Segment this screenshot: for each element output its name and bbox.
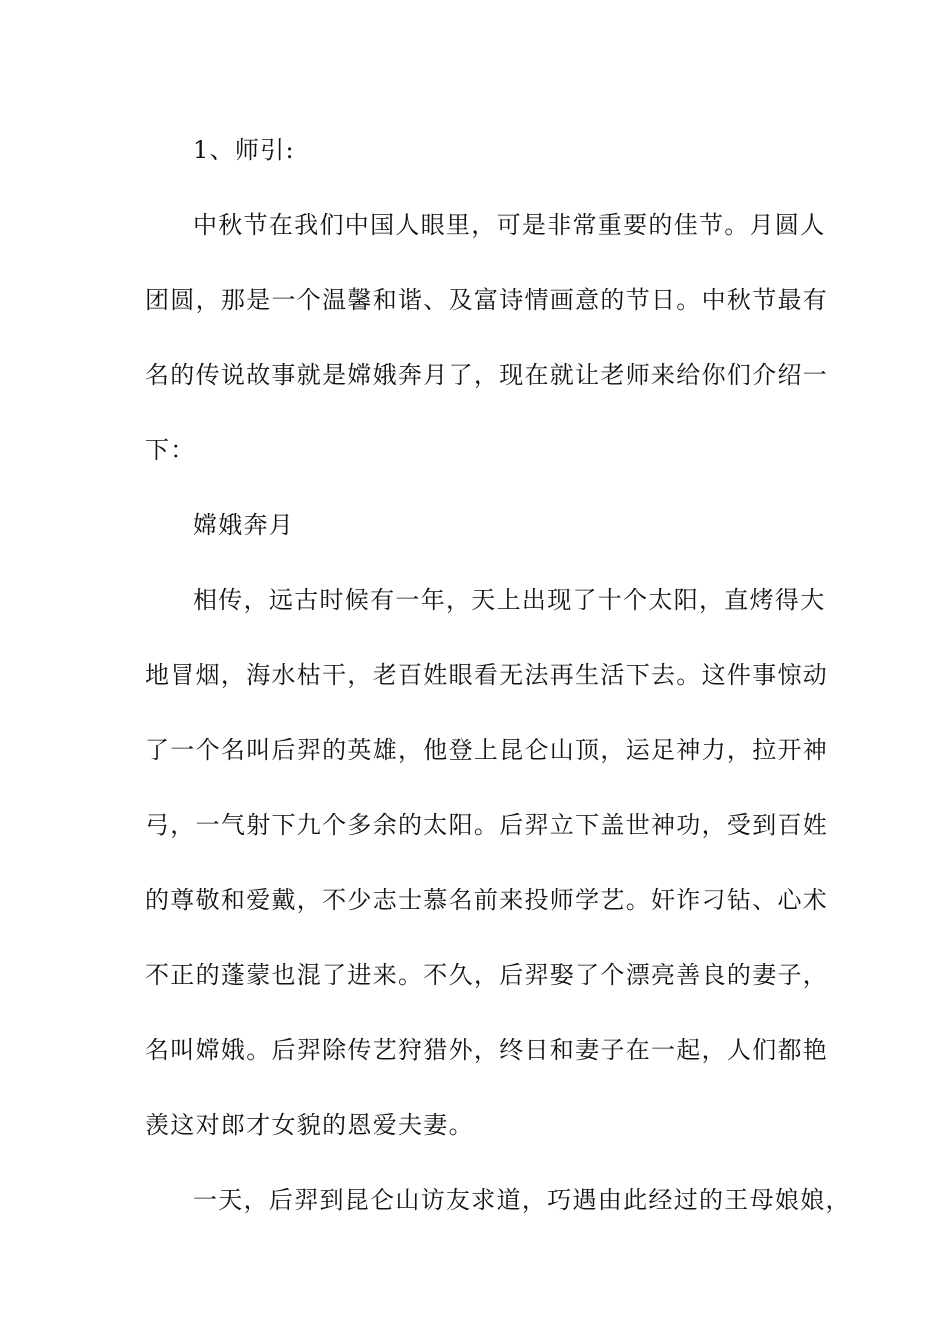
- paragraph-line: 相传，远古时候有一年，天上出现了十个太阳，直烤得大: [193, 586, 826, 614]
- paragraph-line: 团圆，那是一个温馨和谐、及富诗情画意的节日。中秋节最有: [145, 286, 829, 314]
- paragraph-line: 羡这对郎才女貌的恩爱夫妻。: [145, 1111, 474, 1139]
- paragraph-line: 名的传说故事就是嫦娥奔月了，现在就让老师来给你们介绍一: [145, 361, 829, 389]
- paragraph-line: 弓，一气射下九个多余的太阳。后羿立下盖世神功，受到百姓: [145, 811, 829, 839]
- paragraph-line: 的尊敬和爱戴，不少志士慕名前来投师学艺。奸诈刁钻、心术: [145, 886, 829, 914]
- paragraph-line: 地冒烟，海水枯干，老百姓眼看无法再生活下去。这件事惊动: [145, 661, 829, 689]
- paragraph-line: 中秋节在我们中国人眼里，可是非常重要的佳节。月圆人: [193, 211, 826, 239]
- paragraph-line: 下：: [145, 436, 196, 464]
- story-title: 嫦娥奔月: [193, 511, 295, 539]
- paragraph-line: 名叫嫦娥。后羿除传艺狩猎外，终日和妻子在一起，人们都艳: [145, 1036, 829, 1064]
- section-heading: 1、师引:: [193, 136, 295, 164]
- paragraph-line: 不正的蓬蒙也混了进来。不久，后羿娶了个漂亮善良的妻子，: [145, 961, 829, 989]
- paragraph-line: 一天，后羿到昆仑山访友求道，巧遇由此经过的王母娘娘，: [193, 1186, 851, 1214]
- paragraph-line: 了一个名叫后羿的英雄，他登上昆仑山顶，运足神力，拉开神: [145, 736, 829, 764]
